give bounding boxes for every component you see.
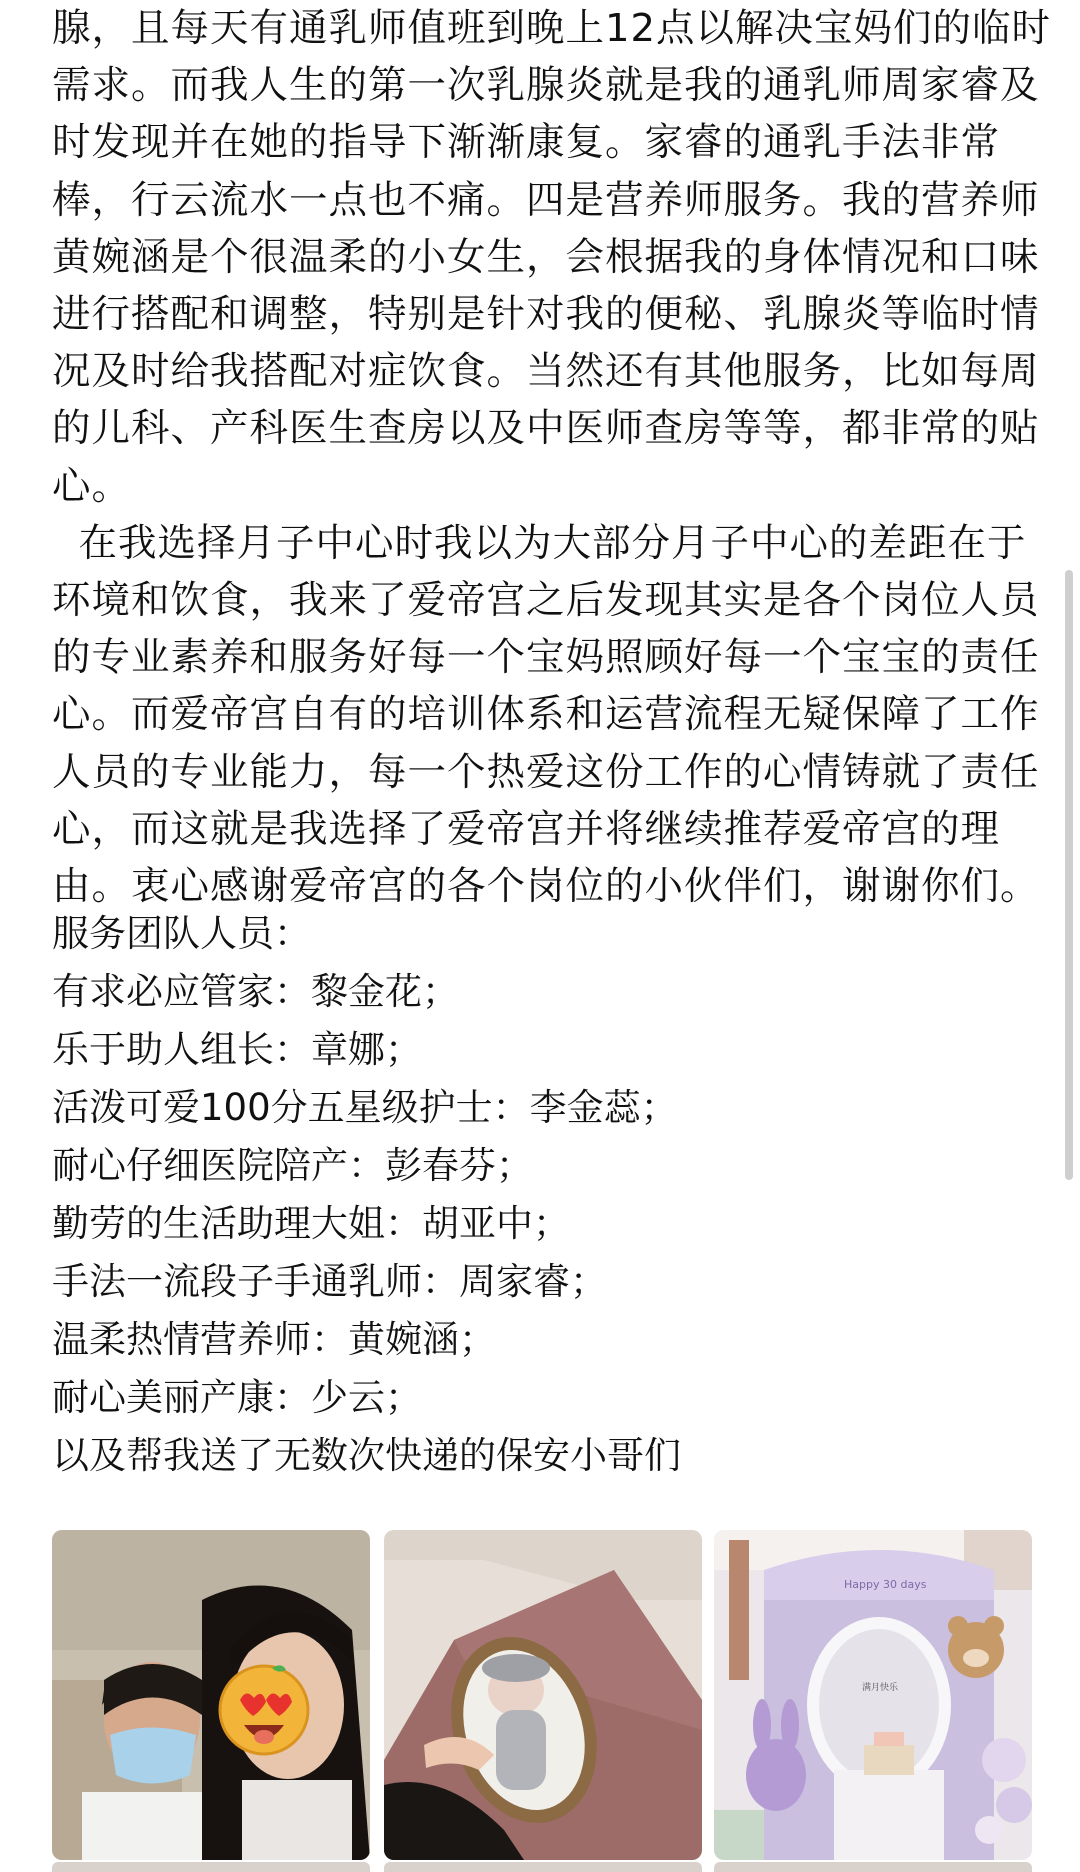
team-member: 活泼可爱100分五星级护士：李金蕊； [52,1086,678,1129]
team-heading: 服务团队人员： [52,912,311,955]
team-member: 手法一流段子手通乳师：周家睿； [52,1260,607,1303]
team-member: 耐心仔细医院陪产：彭春芬； [52,1144,533,1187]
post-line: 黄婉涵是个很温柔的小女生，会根据我的身体情况和口味 [52,234,1040,280]
post-line: 的专业素养和服务好每一个宝妈照顾好每一个宝宝的责任 [52,635,1040,681]
post-line: 需求。而我人生的第一次乳腺炎就是我的通乳师周家睿及 [52,63,1040,109]
team-member: 乐于助人组长：章娜； [52,1028,422,1071]
post-line: 时发现并在她的指导下渐渐康复。家睿的通乳手法非常 [52,120,1001,166]
photo-thumbnail-selfie[interactable] [52,1530,370,1860]
post-line: 由。衷心感谢爱帝宫的各个岗位的小伙伴们，谢谢你们。 [52,864,1040,910]
post-content [52,0,1051,915]
post-line: 人员的专业能力，每一个热爱这份工作的心情铸就了责任 [52,749,1040,795]
banner-text: Happy 30 days [844,1578,927,1591]
photo-peek [384,1862,702,1872]
post-line: 心。而爱帝宫自有的培训体系和运营流程无疑保障了工作 [52,692,1040,738]
selfie-photo [52,1530,370,1860]
post-line: 腺，且每天有通乳师值班到晚上12点以解决宝妈们的临时 [52,6,1051,51]
post-line: 心，而这就是我选择了爱帝宫并将继续推荐爱帝宫的理 [52,806,1001,852]
photo-thumbnail-decoration[interactable] [714,1530,1032,1860]
photo-peek [714,1862,1032,1872]
team-member: 有求必应管家：黎金花； [52,970,459,1013]
scrollbar-thumb[interactable] [1065,570,1073,1180]
next-photo-row-peek [52,1862,1032,1872]
post-line: 的儿科、产科医生查房以及中医师查房等等，都非常的贴 [52,406,1040,452]
photo-peek [52,1862,370,1872]
team-member: 温柔热情营养师：黄婉涵； [52,1318,496,1361]
photo-thumbnail-newborn[interactable] [384,1530,702,1860]
post-body [52,0,1051,915]
post-line: 心。 [52,463,132,509]
post-line: 环境和饮食，我来了爱帝宫之后发现其实是各个岗位人员 [52,578,1040,624]
post-line: 在我选择月子中心时我以为大部分月子中心的差距在于 [52,520,1027,566]
photo-grid [52,1530,1032,1860]
post-line: 进行搭配和调整，特别是针对我的便秘、乳腺炎等临时情 [52,292,1040,338]
team-list [52,905,952,1485]
sign-text: 满月快乐 [862,1683,899,1693]
post-line: 况及时给我搭配对症饮食。当然还有其他服务，比如每周 [52,349,1040,395]
team-member: 勤劳的生活助理大姐：胡亚中； [52,1202,570,1245]
team-member: 以及帮我送了无数次快递的保安小哥们 [52,1434,681,1477]
post-line: 棒，行云流水一点也不痛。四是营养师服务。我的营养师 [52,177,1040,223]
team-member: 耐心美丽产康：少云； [52,1376,422,1419]
decoration-photo [714,1530,1032,1860]
newborn-photo [384,1530,702,1860]
